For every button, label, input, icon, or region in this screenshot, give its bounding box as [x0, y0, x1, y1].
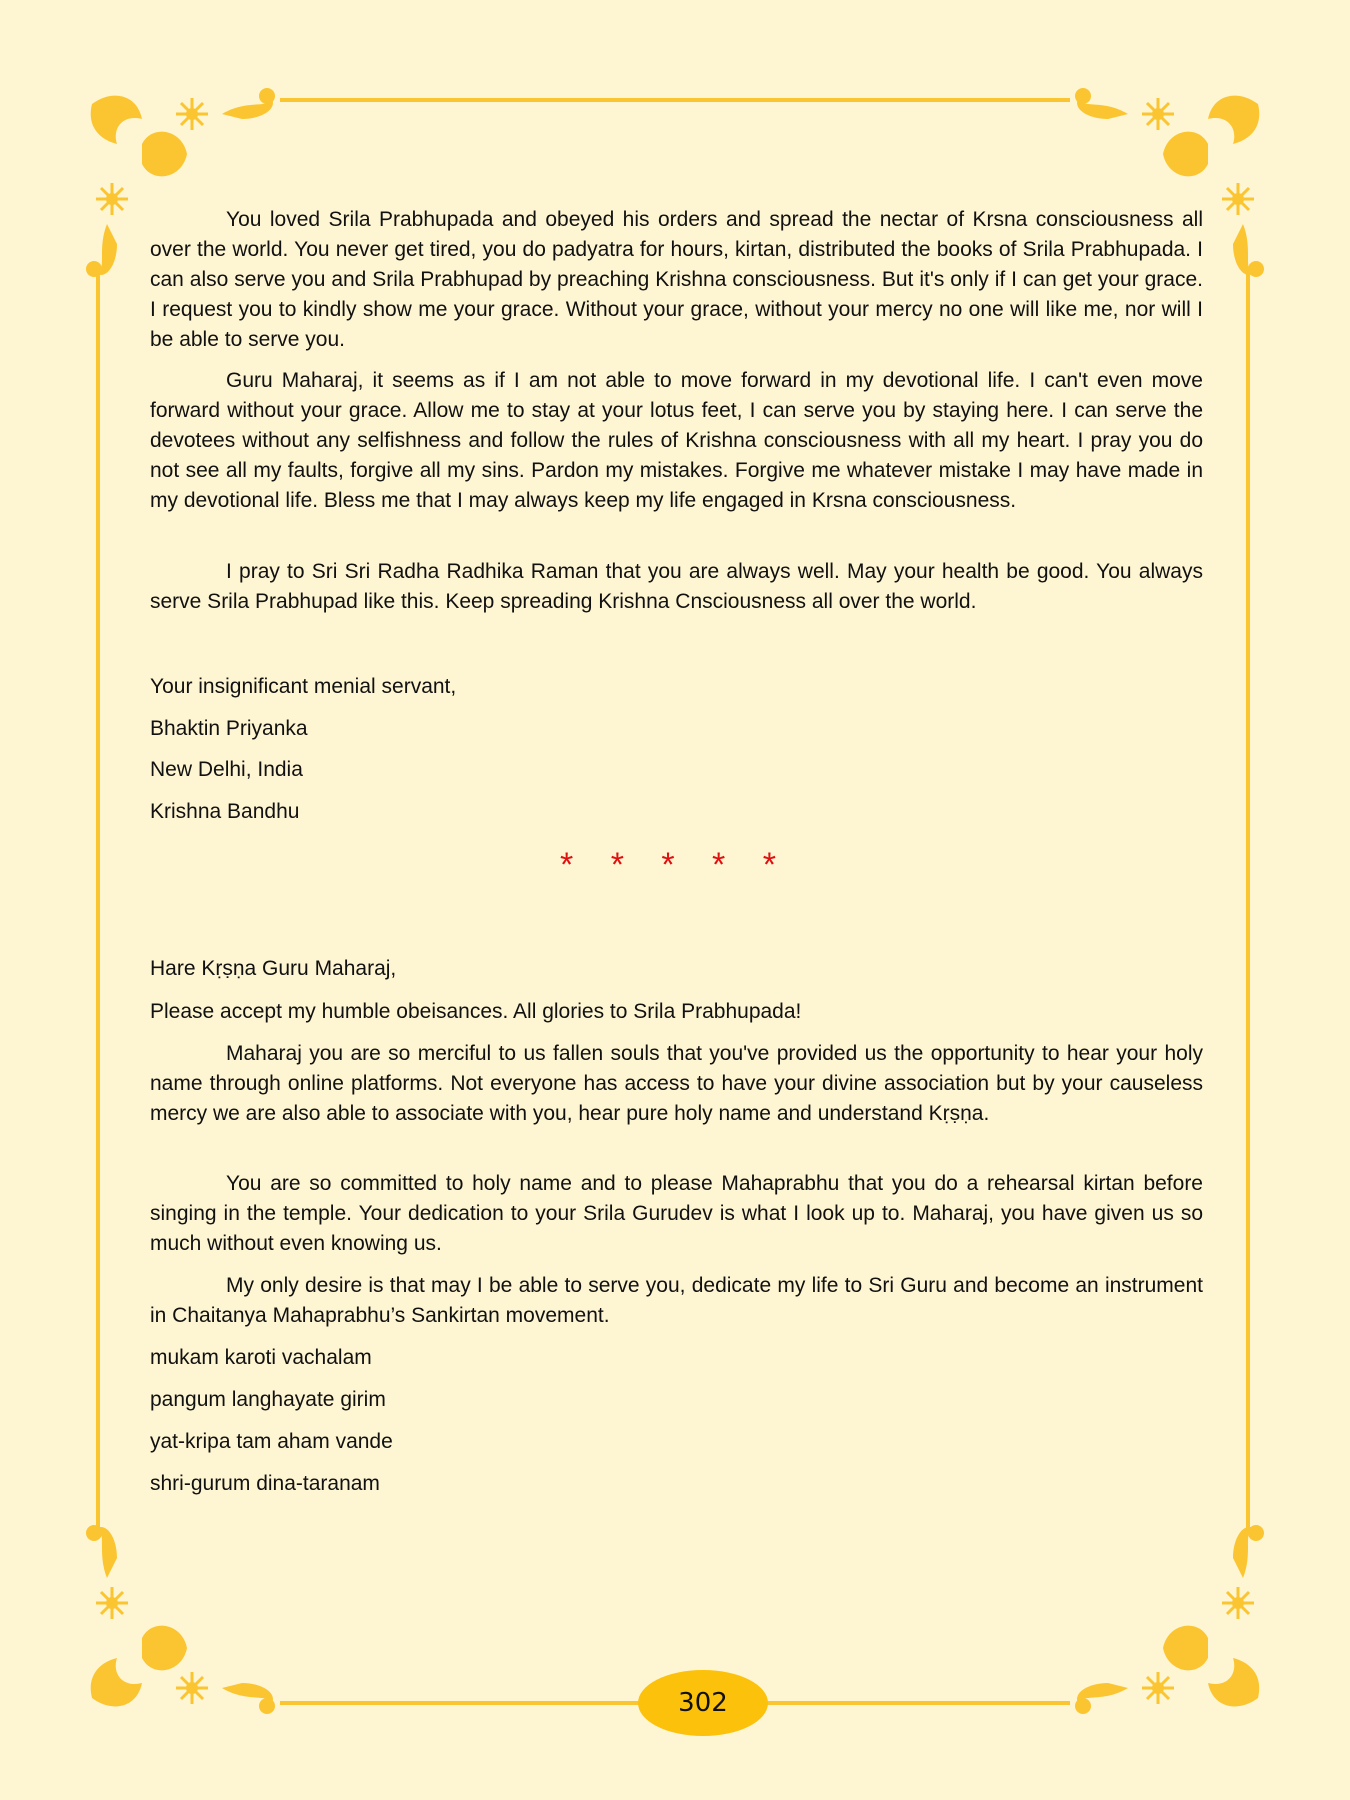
letter2-paragraph: You are so committed to holy name and to please Mahaprabhu that you do a rehearsal kirtan before singing in the temple. Your dedication to your Srila Gurudev is what I look up to. Maharaj, you have given us so much without even knowing us.: [150, 1172, 1203, 1255]
border-top: [280, 98, 1070, 102]
signer-name: Bhaktin Priyanka: [150, 717, 308, 740]
signer-group: Krishna Bandhu: [150, 800, 300, 823]
verse-line: shri-gurum dina-taranam: [150, 1472, 380, 1495]
closing: Your insignificant menial servant,: [150, 675, 457, 698]
border-right: [1246, 270, 1250, 1530]
page-number: 302: [638, 1670, 768, 1736]
corner-ornament-bottom-left: [82, 1518, 282, 1718]
border-left: [96, 270, 100, 1530]
salutation: Hare Kṛṣṇa Guru Maharaj,: [150, 957, 397, 980]
verse-line: yat-kripa tam aham vande: [150, 1430, 393, 1453]
letter1-paragraph: You loved Srila Prabhupada and obeyed his orders and spread the nectar of Krsna consciousness all over the world. You never get tired, you do padyatra for hours, kirtan, distributed the books of Srila Prabhupada. I can also serve you and Srila Prabhupad by preaching Krishna consciousness. But it's only if I can get your grace. I request you to kindly show me your grace. Without your grace, without your mercy no one will like me, nor will I be able to serve you.: [150, 208, 1203, 351]
signer-location: New Delhi, India: [150, 758, 303, 781]
verse-line: mukam karoti vachalam: [150, 1346, 372, 1369]
greeting: Please accept my humble obeisances. All glories to Srila Prabhupada!: [150, 1000, 802, 1023]
verse-line: pangum langhayate girim: [150, 1388, 386, 1411]
separator-stars: * * * * *: [560, 846, 790, 884]
letter2-paragraph: My only desire is that may I be able to serve you, dedicate my life to Sri Guru and become an instrument in Chaitanya Mahaprabhu’s Sankirtan movement.: [150, 1274, 1203, 1327]
letter2-paragraph: Maharaj you are so merciful to us fallen souls that you've provided us the opportunity to hear your holy name through online platforms. Not everyone has access to have your divine association but by your causeless mercy we are also able to associate with you, hear pure holy name and understand Kṛṣṇa.: [150, 1042, 1203, 1125]
corner-ornament-bottom-right: [1068, 1518, 1268, 1718]
letter1-paragraph: I pray to Sri Sri Radha Radhika Raman that you are always well. May your health be good. You always serve Srila Prabhupad like this. Keep spreading Krishna Cnsciousness all over the world.: [150, 560, 1203, 613]
letter1-paragraph: Guru Maharaj, it seems as if I am not able to move forward in my devotional life. I can't even move forward without your grace. Allow me to stay at your lotus feet, I can serve you by staying here. I can serve the devotees without any selfishness and follow the rules of Krishna consciousness with all my heart. I pray you do not see all my faults, forgive all my sins. Pardon my mistakes. Forgive me whatever mistake I may have made in my devotional life. Bless me that I may always keep my life engaged in Krsna consciousness.: [150, 369, 1203, 512]
